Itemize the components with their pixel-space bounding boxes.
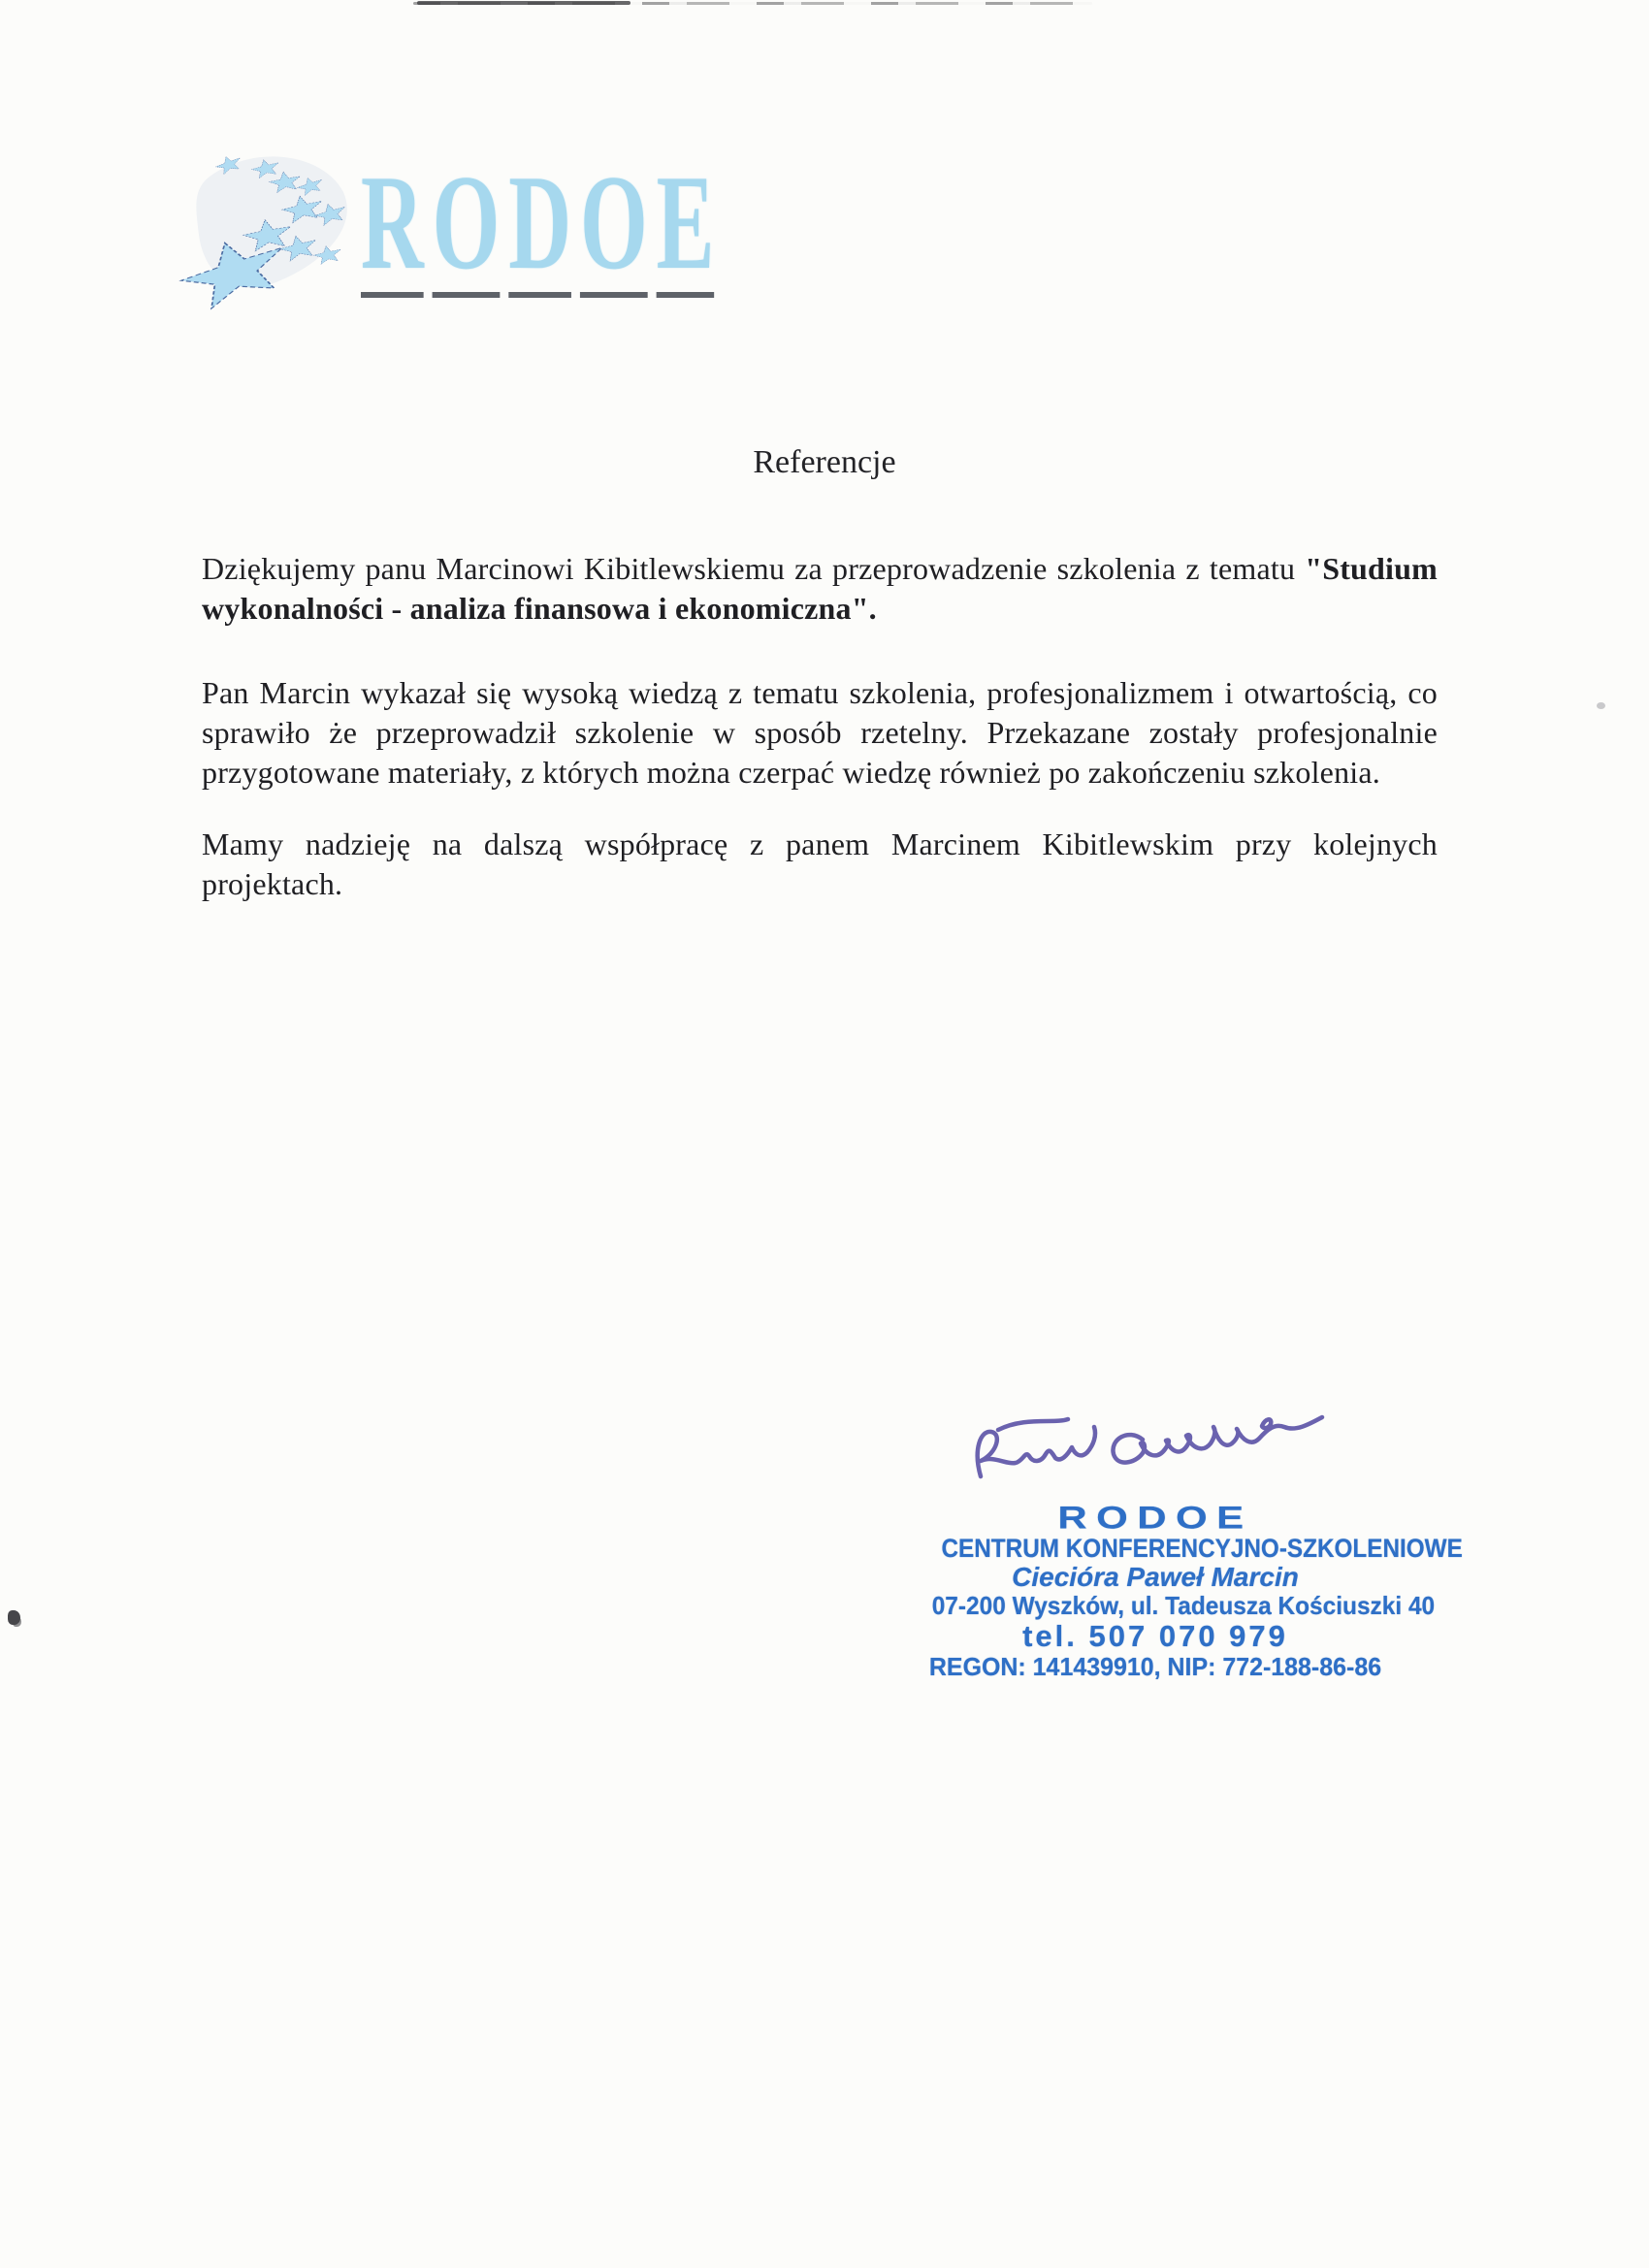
- scan-artifact-right-speck: [1597, 702, 1605, 709]
- paragraph-1: [202, 549, 1438, 629]
- logo-letter: R: [361, 147, 424, 298]
- paragraph-1-bold: "Studium wykonalności - analiza finansowa i ekonomiczna".: [202, 551, 1438, 626]
- company-stamp: [918, 1501, 1463, 1681]
- stamp-phone: tel. 507 070 979: [1022, 1619, 1288, 1653]
- stamp-owner-name: Ciecióra Paweł Marcin: [1012, 1562, 1299, 1592]
- stamp-regon-nip: REGON: 141439910, NIP: 772-188-86-86: [928, 1652, 1382, 1681]
- logo-letter: E: [656, 147, 715, 298]
- paragraph-2: Pan Marcin wykazał się wysoką wiedzą z tematu szkolenia, profesjonalizmem i otwartością, co sprawiło że przeprowadził szkolenie w sposób rzetelny. Przekazane zostały profesjonalnie przygotowane materiały, z których można czerpać wiedzę również po zakończeniu szkolenia.: [202, 675, 1438, 790]
- paragraph-3: Mamy nadzieję na dalszą współpracę z panem Marcinem Kibitlewskim przy kolejnych projektach.: [202, 826, 1438, 901]
- stamp-address: 07-200 Wyszków, ul. Tadeusza Kościuszki 40: [931, 1591, 1436, 1620]
- rodoe-logo: [173, 136, 715, 330]
- scan-artifact-left-speck: [8, 1610, 20, 1625]
- logo-letter: D: [508, 147, 572, 298]
- stamp-logo-text: RODOE: [1057, 1501, 1253, 1536]
- logo-letter: O: [432, 147, 501, 298]
- stamp-company-type: CENTRUM KONFERENCYJNO-SZKOLENIOWE: [941, 1534, 1463, 1563]
- signature-handwriting: [965, 1399, 1334, 1510]
- logo-wordmark: [361, 147, 723, 298]
- letter-title: Referencje: [753, 444, 896, 480]
- scan-artifact-top-dash: [417, 1, 630, 5]
- letter-body: [202, 549, 1438, 904]
- logo-letter: O: [580, 147, 648, 298]
- paragraph-1-regular: Dziękujemy panu Marcinowi Kibitlewskiemu za przeprowadzenie szkolenia z tematu: [202, 551, 1306, 586]
